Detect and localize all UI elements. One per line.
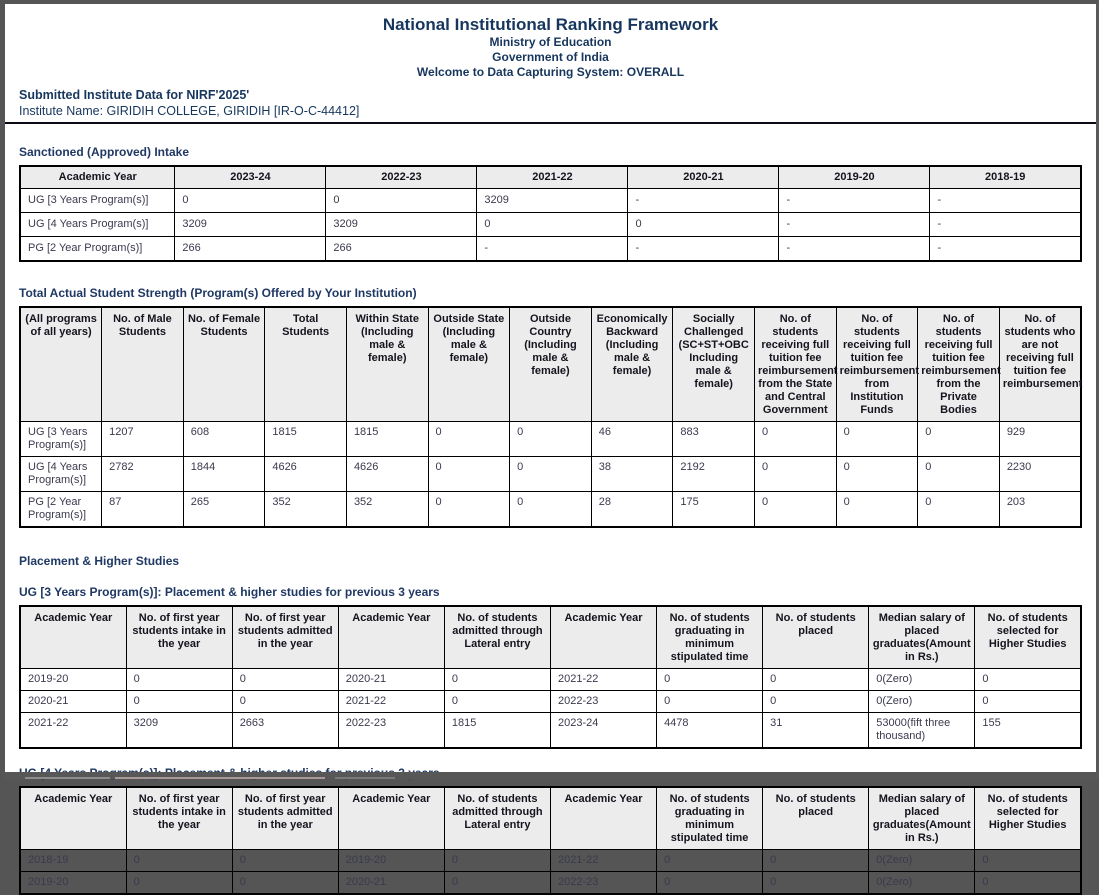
table-cell: 0 xyxy=(763,690,869,712)
column-header: Outside State (Including male & female) xyxy=(428,307,510,422)
table-cell: 0 xyxy=(126,871,232,894)
table-cell: 0 xyxy=(754,421,836,456)
page-title: National Institutional Ranking Framework xyxy=(382,15,719,34)
column-header: No. of students graduating in minimum stipulated time xyxy=(657,787,763,850)
column-header: No. of students selected for Higher Studies xyxy=(975,787,1081,850)
table-cell: 883 xyxy=(673,421,755,456)
table-cell: 2019-20 xyxy=(20,871,126,894)
taskbar-strip xyxy=(5,772,1096,779)
taskbar-segment xyxy=(115,777,325,779)
table-cell: 266 xyxy=(175,237,326,261)
table-cell: - xyxy=(779,189,930,213)
table-row xyxy=(20,237,1081,261)
table-cell: 0 xyxy=(628,213,779,237)
heading-sanctioned-intake: Sanctioned (Approved) Intake xyxy=(19,145,190,159)
header-row xyxy=(20,307,1081,422)
header-row xyxy=(20,787,1081,850)
table-cell: 0(Zero) xyxy=(869,849,975,871)
column-header: Academic Year xyxy=(338,606,444,669)
table-cell: 0 xyxy=(754,491,836,527)
table-cell: 0 xyxy=(126,668,232,690)
table-cell: 2782 xyxy=(102,456,184,491)
table-row xyxy=(20,690,1081,712)
table-cell: - xyxy=(628,189,779,213)
column-header: No. of students receiving full tuition fee reimbursement from the State and Central Government xyxy=(754,307,836,422)
table-cell: 0 xyxy=(428,456,510,491)
table-cell: 2021-22 xyxy=(550,849,656,871)
table-cell: 2021-22 xyxy=(338,690,444,712)
table-cell: 0 xyxy=(444,690,550,712)
table-cell: 0 xyxy=(510,421,592,456)
institute-block xyxy=(19,87,1082,119)
table-cell: - xyxy=(930,237,1081,261)
table-cell: 2230 xyxy=(999,456,1081,491)
subtitle-government: Government of India xyxy=(492,50,609,64)
table-cell: 0(Zero) xyxy=(869,871,975,894)
table-cell: 0 xyxy=(763,871,869,894)
table-cell: 3209 xyxy=(126,712,232,748)
column-header: No. of students admitted through Lateral entry xyxy=(444,787,550,850)
column-header: No. of first year students admitted in the year xyxy=(232,606,338,669)
table-cell: 608 xyxy=(183,421,265,456)
column-header: Academic Year xyxy=(550,787,656,850)
column-header: 2020-21 xyxy=(628,166,779,189)
table-cell: 2663 xyxy=(232,712,338,748)
table-cell: 2019-20 xyxy=(20,668,126,690)
table-cell: 0 xyxy=(510,456,592,491)
table-cell: 0(Zero) xyxy=(869,690,975,712)
table-cell: 2022-23 xyxy=(550,690,656,712)
column-header: 2018-19 xyxy=(930,166,1081,189)
ug4-placement-table xyxy=(19,786,1082,895)
ug3-placement-table xyxy=(19,605,1082,749)
column-header: (All programs of all years) xyxy=(20,307,102,422)
column-header: 2021-22 xyxy=(477,166,628,189)
table-cell: 0 xyxy=(754,456,836,491)
column-header: Economically Backward (Including male & female) xyxy=(591,307,673,422)
table-cell: 0 xyxy=(326,189,477,213)
table-row xyxy=(20,213,1081,237)
column-header: Academic Year xyxy=(550,606,656,669)
table-cell: - xyxy=(628,237,779,261)
table-cell: 3209 xyxy=(477,189,628,213)
table-cell: UG [3 Years Program(s)] xyxy=(20,189,175,213)
table-cell: 28 xyxy=(591,491,673,527)
table-cell: 0 xyxy=(657,668,763,690)
heading-student-strength: Total Actual Student Strength (Program(s) Offered by Your Institution) xyxy=(19,285,417,300)
column-header: No. of first year students intake in the year xyxy=(126,787,232,850)
table-cell: 2018-19 xyxy=(20,849,126,871)
table-cell: 1815 xyxy=(444,712,550,748)
table-cell: 0 xyxy=(657,871,763,894)
table-cell: 0 xyxy=(918,491,1000,527)
table-cell: 4626 xyxy=(346,456,428,491)
table-cell: 0 xyxy=(836,421,918,456)
table-cell: 87 xyxy=(102,491,184,527)
table-cell: 38 xyxy=(591,456,673,491)
column-header: No. of students admitted through Lateral entry xyxy=(444,606,550,669)
divider xyxy=(5,122,1096,124)
table-row xyxy=(20,456,1081,491)
table-cell: 0 xyxy=(918,421,1000,456)
column-header: Within State (Including male & female) xyxy=(346,307,428,422)
table-cell: 2022-23 xyxy=(550,871,656,894)
table-cell: 0 xyxy=(975,668,1081,690)
table-cell: 265 xyxy=(183,491,265,527)
table-cell: 0(Zero) xyxy=(869,668,975,690)
table-cell: 0 xyxy=(510,491,592,527)
column-header: Median salary of placed graduates(Amount in Rs.) xyxy=(869,606,975,669)
table-cell: 2192 xyxy=(673,456,755,491)
table-cell: 266 xyxy=(326,237,477,261)
table-cell: 3209 xyxy=(326,213,477,237)
taskbar-segment xyxy=(335,777,395,779)
column-header: No. of students placed xyxy=(763,787,869,850)
column-header: Academic Year xyxy=(20,166,175,189)
column-header: 2022-23 xyxy=(326,166,477,189)
table-cell: 2020-21 xyxy=(20,690,126,712)
table-cell: 31 xyxy=(763,712,869,748)
table-cell: 2023-24 xyxy=(550,712,656,748)
column-header: No. of students receiving full tuition fee reimbursement from Institution Funds xyxy=(836,307,918,422)
column-header: No. of Male Students xyxy=(102,307,184,422)
column-header: Socially Challenged (SC+ST+OBC Including male & female) xyxy=(673,307,755,422)
table-cell: - xyxy=(930,189,1081,213)
table-cell: 0 xyxy=(763,849,869,871)
table-cell: 1207 xyxy=(102,421,184,456)
table-cell: 0 xyxy=(428,491,510,527)
table-cell: 0 xyxy=(444,849,550,871)
table-cell: 4478 xyxy=(657,712,763,748)
table-row xyxy=(20,668,1081,690)
table-cell: UG [3 Years Program(s)] xyxy=(20,421,102,456)
table-row xyxy=(20,421,1081,456)
taskbar-segment xyxy=(25,777,110,779)
header-block xyxy=(19,14,1082,80)
table-row xyxy=(20,712,1081,748)
table-cell: 0 xyxy=(836,456,918,491)
column-header: Academic Year xyxy=(338,787,444,850)
column-header: No. of students selected for Higher Studies xyxy=(975,606,1081,669)
page-content xyxy=(5,4,1096,895)
table-cell: PG [2 Year Program(s)] xyxy=(20,237,175,261)
table-cell: 53000(fift three thousand) xyxy=(869,712,975,748)
column-header: 2019-20 xyxy=(779,166,930,189)
table-cell: 0 xyxy=(657,690,763,712)
column-header: No. of students who are not receiving full tuition fee reimbursement xyxy=(999,307,1081,422)
table-cell: 46 xyxy=(591,421,673,456)
column-header: Total Students xyxy=(265,307,347,422)
table-cell: 4626 xyxy=(265,456,347,491)
table-cell: - xyxy=(779,237,930,261)
table-cell: 0 xyxy=(232,849,338,871)
column-header: Academic Year xyxy=(20,606,126,669)
table-row xyxy=(20,849,1081,871)
table-cell: 2019-20 xyxy=(338,849,444,871)
table-cell: 0 xyxy=(657,849,763,871)
table-cell: 155 xyxy=(975,712,1081,748)
column-header: 2023-24 xyxy=(175,166,326,189)
column-header: No. of students graduating in minimum stipulated time xyxy=(657,606,763,669)
column-header: Median salary of placed graduates(Amount in Rs.) xyxy=(869,787,975,850)
table-cell: 0 xyxy=(918,456,1000,491)
table-cell: - xyxy=(477,237,628,261)
table-cell: - xyxy=(779,213,930,237)
heading-ug3-placement: UG [3 Years Program(s)]: Placement & higher studies for previous 3 years xyxy=(19,584,440,599)
table-cell: 1815 xyxy=(346,421,428,456)
subtitle-welcome: Welcome to Data Capturing System: OVERALL xyxy=(416,65,685,79)
table-cell: 0 xyxy=(444,668,550,690)
sanctioned-intake-table xyxy=(19,165,1082,262)
table-cell: 3209 xyxy=(175,213,326,237)
subtitle-ministry: Ministry of Education xyxy=(489,35,612,49)
table-cell: 0 xyxy=(444,871,550,894)
table-cell: 2020-21 xyxy=(338,871,444,894)
column-header: No. of first year students intake in the year xyxy=(126,606,232,669)
table-cell: PG [2 Year Program(s)] xyxy=(20,491,102,527)
table-cell: 0 xyxy=(232,690,338,712)
table-cell: 0 xyxy=(763,668,869,690)
table-row xyxy=(20,491,1081,527)
header-row xyxy=(20,606,1081,669)
table-cell: 0 xyxy=(232,871,338,894)
table-cell: 0 xyxy=(126,849,232,871)
table-cell: 0 xyxy=(975,871,1081,894)
table-row xyxy=(20,189,1081,213)
column-header: No. of students placed xyxy=(763,606,869,669)
table-cell: 0 xyxy=(126,690,232,712)
table-row xyxy=(20,871,1081,894)
institute-name-line: Institute Name: GIRIDIH COLLEGE, GIRIDIH [IR-O-C-44412] xyxy=(19,104,360,118)
table-cell: 2021-22 xyxy=(20,712,126,748)
table-cell: 0 xyxy=(975,690,1081,712)
table-cell: 175 xyxy=(673,491,755,527)
column-header: No. of first year students admitted in the year xyxy=(232,787,338,850)
column-header: Academic Year xyxy=(20,787,126,850)
table-cell: 0 xyxy=(975,849,1081,871)
student-strength-table xyxy=(19,306,1082,528)
table-cell: 1815 xyxy=(265,421,347,456)
table-cell: 352 xyxy=(265,491,347,527)
table-cell: 0 xyxy=(477,213,628,237)
column-header: Outside Country (Including male & female) xyxy=(510,307,592,422)
table-cell: - xyxy=(930,213,1081,237)
table-cell: 1844 xyxy=(183,456,265,491)
table-cell: 0 xyxy=(428,421,510,456)
table-cell: 0 xyxy=(175,189,326,213)
table-cell: UG [4 Years Program(s)] xyxy=(20,213,175,237)
table-cell: 2021-22 xyxy=(550,668,656,690)
table-cell: UG [4 Years Program(s)] xyxy=(20,456,102,491)
table-cell: 2022-23 xyxy=(338,712,444,748)
table-cell: 203 xyxy=(999,491,1081,527)
table-cell: 929 xyxy=(999,421,1081,456)
table-cell: 352 xyxy=(346,491,428,527)
column-header: No. of students receiving full tuition fee reimbursement from the Private Bodies xyxy=(918,307,1000,422)
heading-placement-section: Placement & Higher Studies xyxy=(19,553,180,568)
column-header: No. of Female Students xyxy=(183,307,265,422)
table-cell: 0 xyxy=(232,668,338,690)
table-cell: 0 xyxy=(836,491,918,527)
table-cell: 2020-21 xyxy=(338,668,444,690)
submitted-data-line: Submitted Institute Data for NIRF'2025' xyxy=(19,88,250,102)
header-row xyxy=(20,166,1081,189)
